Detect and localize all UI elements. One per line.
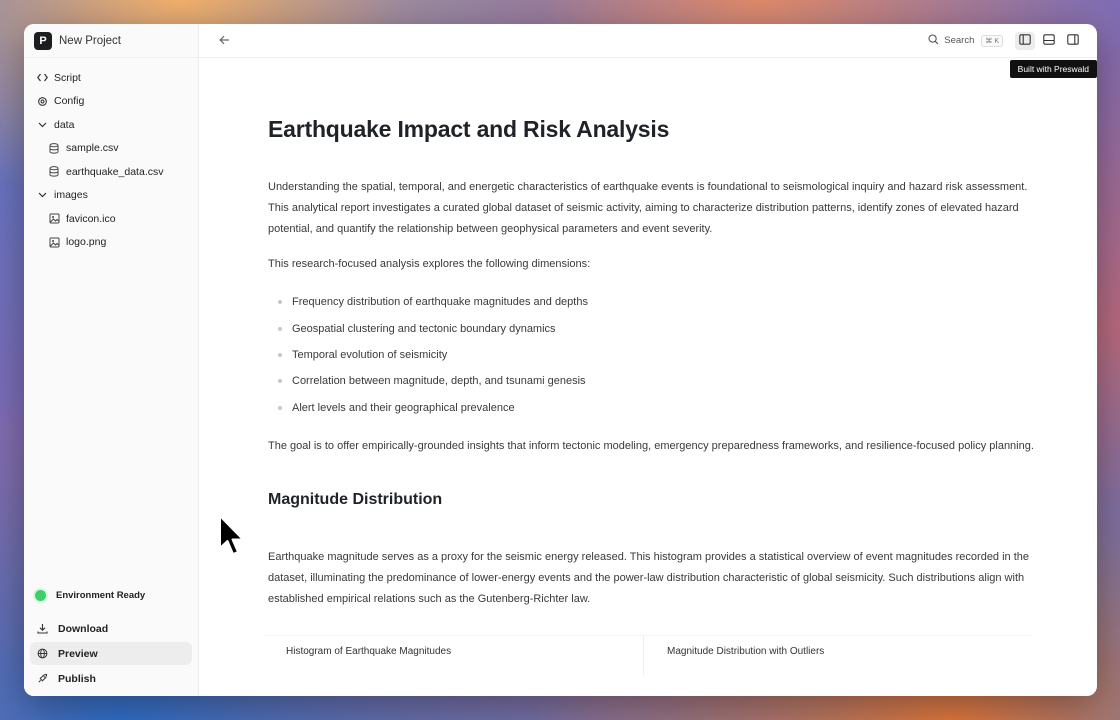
chart-title: Histogram of Earthquake Magnitudes [286,645,452,657]
sidebar-item-label: data [54,118,75,131]
list-item [278,342,1037,368]
list-item-text: Geospatial clustering and tectonic boundary dynamics [292,322,556,335]
sidebar-item-label: favicon.ico [66,212,116,225]
gear-icon [35,96,49,107]
sidebar-item-label: Script [54,71,81,84]
panel-bottom-icon [1043,32,1055,50]
environment-status-label: Environment Ready [56,589,146,601]
topbar [199,24,1097,74]
sidebar-folder-data[interactable] [24,113,198,137]
environment-status [24,583,198,607]
sidebar-file-favicon[interactable] [24,207,198,231]
search-label: Search [944,35,975,46]
chart-card-histogram [263,635,643,675]
publish-label: Publish [58,672,96,685]
layout-bottom-panel-button[interactable] [1039,32,1059,50]
mouse-cursor-icon [218,514,248,558]
list-item [278,315,1037,341]
list-item [278,289,1037,315]
chevron-down-icon [35,122,49,128]
panel-left-icon [1019,32,1031,50]
section-paragraph: Earthquake magnitude serves as a proxy for the seismic energy released. This histogram provides a statistical overview of event magnitudes recorded in the dataset, illuminating the predominance of lower-energy events and the power-law distribution characteristic of global seismicity. Such distributions align with established empirical relations such as the Gutenberg-Richter law. [268,550,1030,605]
sidebar-item-label: earthquake_data.csv [66,165,164,178]
sidebar [24,24,199,696]
intro-paragraph: Understanding the spatial, temporal, and energetic characteristics of earthquake events is foundational to seismological inquiry and hazard risk assessment. This analytical report investigates a curated global dataset of seismic activity, aiming to characterize distribution patterns, identify zones of elevated hazard potential, and quantify the relationship between geophysical parameters and event severity. [268,181,1028,235]
sidebar-item-label: Config [54,95,85,108]
file-tree [24,58,198,254]
preview-button[interactable] [30,642,192,665]
main-panel [199,24,1097,696]
sidebar-item-label: sample.csv [66,142,119,155]
bullet-icon [278,379,282,383]
list-item-text: Alert levels and their geographical prevalence [292,401,515,414]
back-arrow-icon[interactable] [219,33,233,48]
image-icon [47,213,61,224]
sidebar-file-logo[interactable] [24,231,198,255]
search-shortcut: ⌘ K [981,35,1003,47]
chart-card-outliers [643,635,1033,675]
sidebar-item-config[interactable] [24,90,198,114]
sidebar-item-label: images [54,189,88,202]
section-title: Magnitude Distribution [268,490,443,508]
database-icon [47,143,61,154]
dimensions-lead: This research-focused analysis explores the following dimensions: [268,258,591,270]
publish-button[interactable] [30,667,192,690]
sidebar-file-earthquake-data-csv[interactable] [24,160,198,184]
bullet-icon [278,300,282,304]
layout-right-panel-button[interactable] [1063,32,1083,50]
download-icon [35,623,49,634]
preview-label: Preview [58,647,98,660]
sidebar-item-script[interactable] [24,66,198,90]
layout-left-panel-button[interactable] [1015,32,1035,50]
code-icon [35,73,49,82]
search-button[interactable] [928,34,1003,48]
download-button[interactable] [30,617,192,640]
charts-row [263,635,1037,675]
list-item [278,368,1037,394]
page-title: Earthquake Impact and Risk Analysis [268,116,670,142]
list-item-text: Temporal evolution of seismicity [292,348,448,361]
status-dot-icon [35,590,46,601]
download-label: Download [58,622,109,635]
globe-icon [35,648,49,659]
chart-title: Magnitude Distribution with Outliers [667,645,825,657]
goal-paragraph: The goal is to offer empirically-grounded insights that inform tectonic modeling, emergency preparedness frameworks, and resilience-focused policy planning. [268,439,1034,452]
list-item-text: Frequency distribution of earthquake magnitudes and depths [292,296,588,309]
sidebar-folder-images[interactable] [24,184,198,208]
bullet-icon [278,406,282,410]
built-with-tooltip: Built with Preswald [1010,60,1097,78]
app-window [24,24,1097,696]
document-content [199,58,1097,696]
app-logo-icon[interactable]: P [34,32,52,50]
topbar-actions [928,32,1083,50]
search-icon [928,34,939,48]
sidebar-item-label: logo.png [66,236,107,249]
sidebar-header [24,24,198,58]
sidebar-file-sample-csv[interactable] [24,137,198,161]
list-item [278,395,1037,421]
dimensions-list [278,289,1037,421]
chevron-down-icon [35,192,49,198]
project-name[interactable]: New Project [59,34,121,47]
list-item-text: Correlation between magnitude, depth, and tsunami genesis [292,375,586,388]
sidebar-footer [24,583,198,692]
image-icon [47,237,61,248]
bullet-icon [278,353,282,357]
bullet-icon [278,327,282,331]
panel-right-icon [1067,32,1079,50]
rocket-icon [35,673,49,684]
database-icon [47,166,61,177]
